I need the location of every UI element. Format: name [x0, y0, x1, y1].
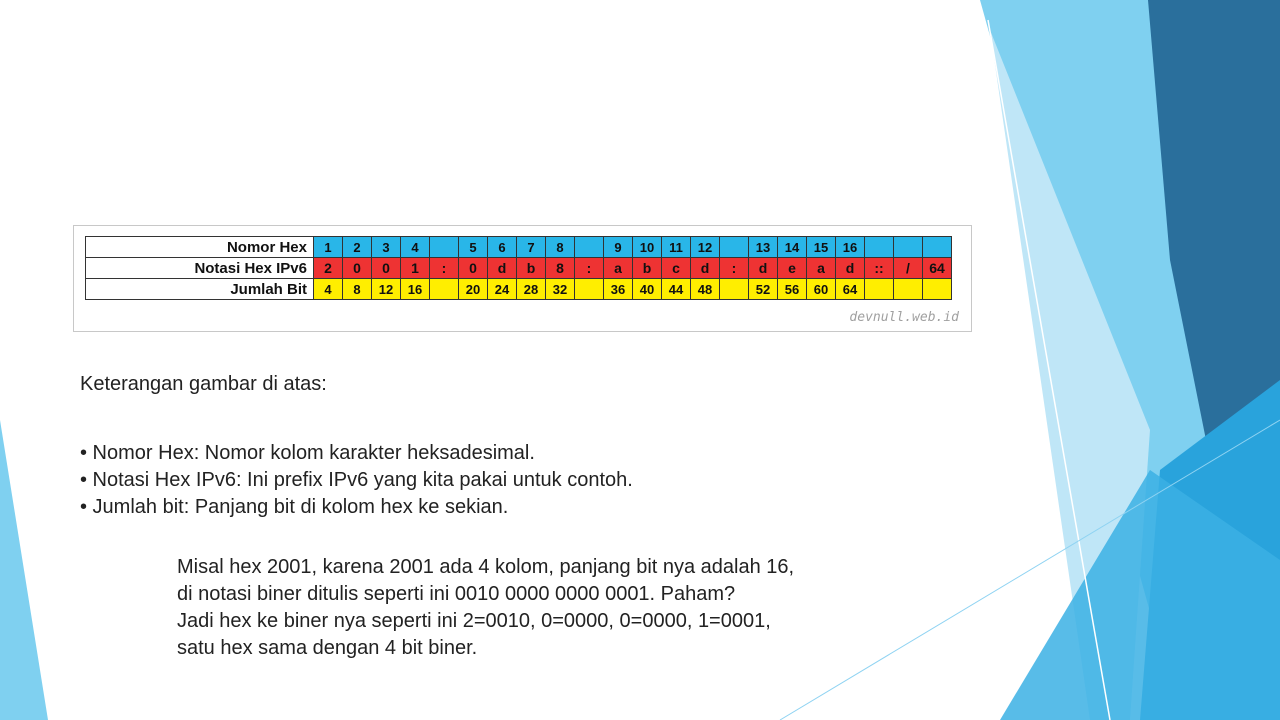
table-cell: 48 [691, 279, 720, 300]
table-cell: : [720, 258, 749, 279]
table-cell: b [517, 258, 546, 279]
table-cell: 28 [517, 279, 546, 300]
table-cell: 12 [691, 237, 720, 258]
table-cell: d [488, 258, 517, 279]
table-cell [575, 237, 604, 258]
left-accent-shape [0, 420, 48, 720]
table-row [86, 258, 952, 279]
table-cell: 7 [517, 237, 546, 258]
table-cell: d [691, 258, 720, 279]
table-cell: 0 [372, 258, 401, 279]
table-cell: 56 [778, 279, 807, 300]
table-cell [865, 279, 894, 300]
table-cell: b [633, 258, 662, 279]
table-row [86, 279, 952, 300]
table-cell: 16 [401, 279, 430, 300]
table-cell [720, 279, 749, 300]
table-cell: 8 [546, 258, 575, 279]
table-cell: 2 [343, 237, 372, 258]
table-cell [430, 279, 459, 300]
table-cell [923, 279, 952, 300]
table-cell: 1 [314, 237, 343, 258]
table-cell: 36 [604, 279, 633, 300]
description-heading: Keterangan gambar di atas: [80, 373, 327, 395]
table-cell [720, 237, 749, 258]
table-cell: 14 [778, 237, 807, 258]
table-cell: 52 [749, 279, 778, 300]
table-cell: 11 [662, 237, 691, 258]
table-cell: 4 [401, 237, 430, 258]
bullet-list [80, 440, 633, 521]
table-cell: 6 [488, 237, 517, 258]
table-cell: 2 [314, 258, 343, 279]
table-cell: 60 [807, 279, 836, 300]
table-cell: 8 [343, 279, 372, 300]
watermark-text: devnull.web.id [849, 310, 959, 325]
table-cell: / [894, 258, 923, 279]
table-cell [430, 237, 459, 258]
table-cell: 40 [633, 279, 662, 300]
table-cell: a [604, 258, 633, 279]
table-cell: 44 [662, 279, 691, 300]
table-cell: 5 [459, 237, 488, 258]
hex-table [85, 236, 952, 300]
table-cell: 64 [836, 279, 865, 300]
table-cell: 12 [372, 279, 401, 300]
table-cell [575, 279, 604, 300]
list-item: • Notasi Hex IPv6: Ini prefix IPv6 yang kita pakai untuk contoh. [80, 469, 633, 491]
table-row [86, 237, 952, 258]
table-cell: 0 [459, 258, 488, 279]
table-cell: :: [865, 258, 894, 279]
row-label: Notasi Hex IPv6 [86, 258, 314, 279]
table-cell: 15 [807, 237, 836, 258]
table-cell: 32 [546, 279, 575, 300]
table-cell: 64 [923, 258, 952, 279]
example-line: di notasi biner ditulis seperti ini 0010 0000 0000 0001. Paham? [177, 583, 736, 605]
table-cell: 16 [836, 237, 865, 258]
table-cell: 1 [401, 258, 430, 279]
table-cell: 3 [372, 237, 401, 258]
table-cell: : [430, 258, 459, 279]
row-label: Jumlah Bit [86, 279, 314, 300]
table-cell: 13 [749, 237, 778, 258]
example-paragraph [177, 554, 794, 662]
table-cell: d [836, 258, 865, 279]
row-label: Nomor Hex [86, 237, 314, 258]
table-cell: 20 [459, 279, 488, 300]
table-cell: d [749, 258, 778, 279]
ipv6-hex-figure [73, 225, 972, 332]
example-line: Jadi hex ke biner nya seperti ini 2=0010, 0=0000, 0=0000, 1=0001, [177, 610, 771, 632]
table-cell: 24 [488, 279, 517, 300]
table-cell: e [778, 258, 807, 279]
table-cell: c [662, 258, 691, 279]
table-cell [865, 237, 894, 258]
table-cell [923, 237, 952, 258]
table-cell: a [807, 258, 836, 279]
list-item: • Nomor Hex: Nomor kolom karakter heksadesimal. [80, 442, 535, 464]
list-item: • Jumlah bit: Panjang bit di kolom hex ke sekian. [80, 496, 509, 518]
table-cell: 8 [546, 237, 575, 258]
example-line: satu hex sama dengan 4 bit biner. [177, 637, 478, 659]
table-cell: 9 [604, 237, 633, 258]
table-cell: : [575, 258, 604, 279]
table-cell: 4 [314, 279, 343, 300]
table-cell [894, 279, 923, 300]
table-cell: 10 [633, 237, 662, 258]
table-cell [894, 237, 923, 258]
example-line: Misal hex 2001, karena 2001 ada 4 kolom, panjang bit nya adalah 16, [177, 556, 795, 578]
table-cell: 0 [343, 258, 372, 279]
